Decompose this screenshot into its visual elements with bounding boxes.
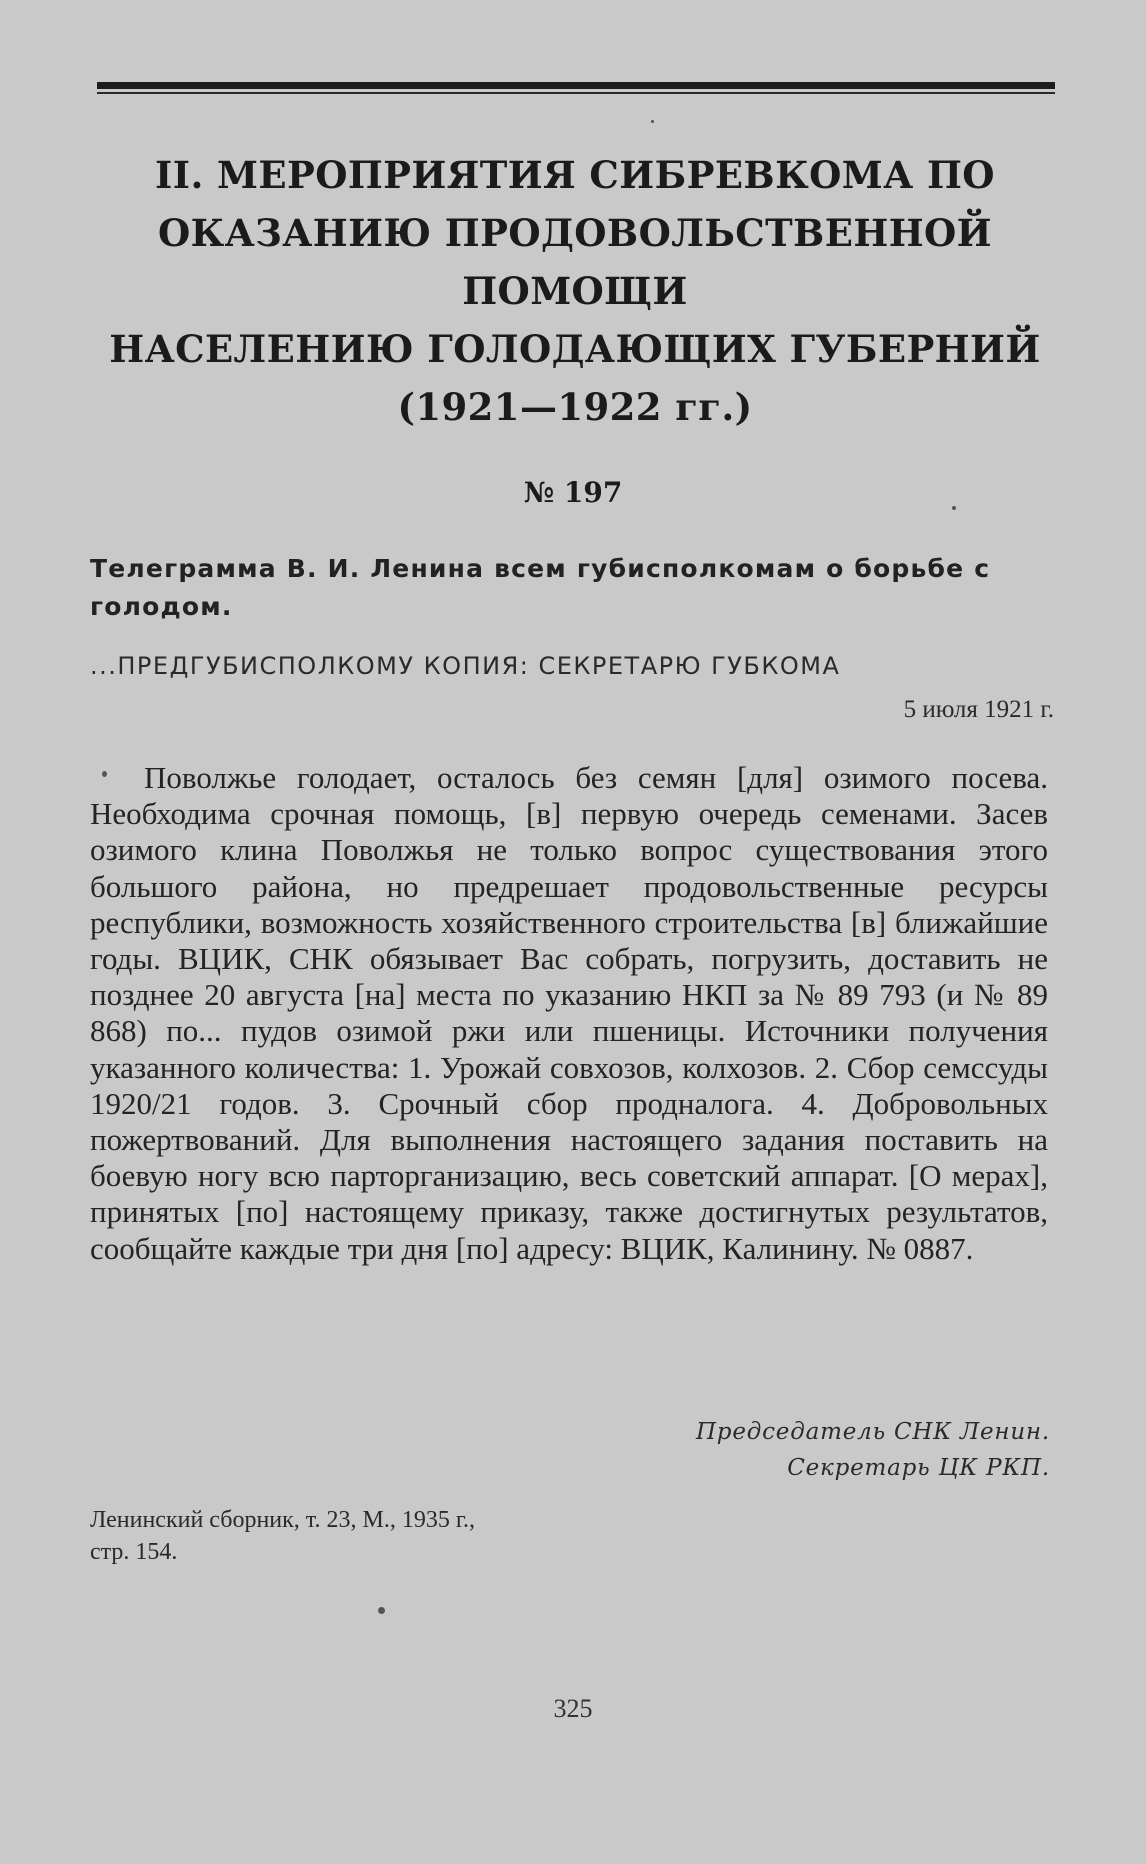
scan-speck (378, 1607, 385, 1614)
signature-block (696, 1414, 1050, 1486)
telegram-date: 5 июля 1921 г. (903, 696, 1054, 723)
telegram-addressee: ...ПРЕДГУБИСПОЛКОМУ КОПИЯ: СЕКРЕТАРЮ ГУБКОМА (90, 652, 841, 680)
scan-speck (952, 506, 956, 510)
telegram-body: Поволжье голодает, осталось без семян [для] озимого посева. Необходима срочная помощь, [в] первую очередь семенами. Засев озимого клина Поволжья не только вопрос существования этого большого района, но предрешает продовольственные ресурсы республики, возможность хозяйственного строительства [в] ближайшие годы. ВЦИК, СНК обязывает Вас собрать, погрузить, доставить не позднее 20 августа [на] места по указанию НКП за № 89 793 (и № 89 868) по... пудов озимой ржи или пшеницы. Источники получения указанного количества: 1. Урожай совхозов, колхозов. 2. Сбор семссуды 1920/21 годов. 3. Срочный сбор продналога. 4. Добровольных пожертвований. Для выполнения настоящего задания поставить на боевую ногу всю парторганизацию, весь советский аппарат. [О мерах], принятых [по] настоящему приказу, также достигнутых результатов, сообщайте каждые три дня [по] адресу: ВЦИК, Калинину. № 0887. (90, 760, 1048, 1266)
page-number: 325 (553, 1694, 593, 1723)
section-title-line: II. МЕРОПРИЯТИЯ СИБРЕВКОМА ПО (155, 153, 995, 197)
document-heading: Телеграмма В. И. Ленина всем губисполкомам о борьбе с голодом. (90, 554, 991, 621)
section-title-line: НАСЕЛЕНИЮ ГОЛОДАЮЩИХ ГУБЕРНИЙ (109, 327, 1041, 371)
section-title (80, 146, 1070, 436)
section-title-line: ОКАЗАНИЮ ПРОДОВОЛЬСТВЕННОЙ ПОМОЩИ (157, 211, 993, 313)
source-line: Ленинский сборник, т. 23, М., 1935 г., (90, 1507, 475, 1533)
section-title-line: (1921—1922 гг.) (397, 385, 753, 429)
scan-speck (651, 120, 654, 123)
document-number: № 197 (523, 476, 623, 509)
source-citation (90, 1504, 650, 1568)
scan-speck (102, 771, 107, 777)
signature-line: Председатель СНК Ленин. (695, 1419, 1050, 1445)
source-line: стр. 154. (90, 1539, 178, 1565)
signature-line: Секретарь ЦК РКП. (787, 1455, 1050, 1481)
top-rule-thick (97, 82, 1055, 89)
top-rule-thin (97, 92, 1055, 94)
